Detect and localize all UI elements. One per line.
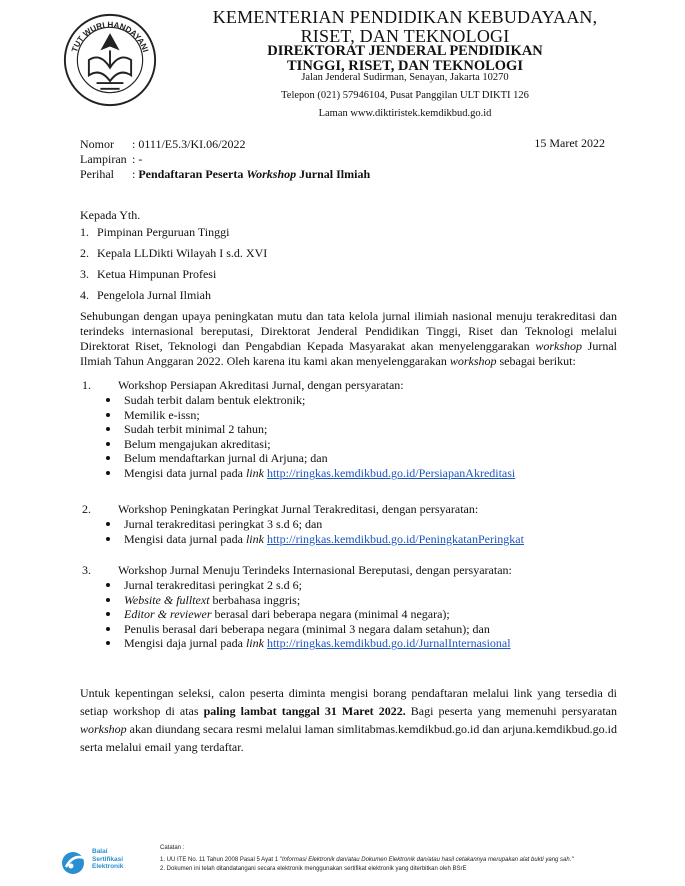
recipients-heading: Kepada Yth. (80, 208, 141, 222)
list-item: Sudah terbit dalam bentuk elektronik; (80, 393, 620, 408)
recipients (80, 208, 267, 303)
list-item: Jurnal terakreditasi peringkat 2 s.d 6; (80, 578, 620, 593)
list-item: Belum mengajukan akreditasi; (80, 437, 620, 452)
bsre-text-2: Sertifikasi (92, 855, 124, 863)
footer-notes (160, 844, 670, 874)
perihal-colon: : (132, 167, 139, 181)
perihal-text-a: Pendaftaran Peserta (138, 167, 247, 181)
website: Laman www.diktiristek.kemdikbud.go.id (318, 108, 492, 119)
footer-catatan: Catatan : (160, 845, 185, 851)
list-item: Mengisi daja jurnal pada link http://ringkas.kemdikbud.go.id/JurnalInternasional (80, 636, 620, 651)
list-item: Penulis berasal dari beberapa negara (minimal 3 negara dalam setahun); dan (80, 622, 620, 637)
nomor-value: : 0111/E5.3/KI.06/2022 (132, 137, 246, 151)
link-jurnal-internasional[interactable]: http://ringkas.kemdikbud.go.id/JurnalInternasional (266, 636, 511, 651)
directorate-line-1: DIREKTORAT JENDERAL PENDIDIKAN (267, 43, 543, 59)
section-3-title: Workshop Jurnal Menuju Terindeks Internasional Bereputasi, dengan persyaratan: (118, 563, 512, 577)
ministry-title (170, 8, 640, 46)
lampiran-label: Lampiran (80, 152, 127, 166)
list-item: Mengisi data jurnal pada link http://ringkas.kemdikbud.go.id/PeningkatanPeringkat (80, 532, 620, 547)
list-item: Website & fulltext berbahasa inggris; (80, 593, 620, 608)
ministry-line-2: RISET, DAN TEKNOLOGI (300, 26, 510, 46)
list-item: Editor & reviewer berasal dari beberapa negara (minimal 4 negara); (80, 607, 620, 622)
recipient-item: 4. Pengelola Jurnal Ilmiah (80, 288, 211, 302)
recipient-item: 1. Pimpinan Perguruan Tinggi (80, 225, 230, 239)
recipient-item: 3. Ketua Himpunan Profesi (80, 267, 217, 281)
bsre-icon (60, 848, 90, 878)
section-2-title: Workshop Peningkatan Peringkat Jurnal Terakreditasi, dengan persyaratan: (118, 502, 479, 516)
bsre-logo (60, 846, 150, 876)
bsre-text-1: Balai (92, 848, 108, 855)
meta-block (80, 137, 370, 182)
list-item: Mengisi data jurnal pada link http://ringkas.kemdikbud.go.id/PersiapanAkreditasi (80, 466, 620, 481)
svg-text:TUT WURI HANDAYANI: TUT WURI HANDAYANI (70, 20, 151, 54)
footer-note-2: 2. Dokumen ini telah ditandatangani secara elektronik menggunakan sertifikat elektronik yang diterbitkan oleh BSrE (160, 866, 467, 872)
list-item: Jurnal terakreditasi peringkat 3 s.d 6; dan (80, 517, 620, 532)
link-peningkatan-peringkat[interactable]: http://ringkas.kemdikbud.go.id/PeningkatanPeringkat (266, 531, 524, 546)
tut-wuri-handayani-logo (62, 12, 158, 108)
perihal-text-b: Workshop (246, 167, 297, 181)
perihal-text-c: Jurnal Ilmiah (296, 167, 371, 181)
directorate-line-2: TINGGI, RISET, DAN TEKNOLOGI (287, 58, 523, 74)
perihal-label: Perihal (80, 167, 114, 181)
list-item: Belum mendaftarkan jurnal di Arjuna; dan (80, 451, 620, 466)
list-item: Sudah terbit minimal 2 tahun; (80, 422, 620, 437)
section-1: 1. Workshop Persiapan Akreditasi Jurnal, dengan persyaratan: Sudah terbit dalam bentuk elektronik; Memilik e-issn; Sudah terbit minimal 2 tahun; Belum mengajukan akreditasi; Belum mendaftarkan jurnal di Arjuna; dan Mengisi data jurnal pada link http://ringkas.kemdikbud.go.id/PersiapanAkreditasi (80, 378, 620, 481)
lampiran-value: : - (132, 152, 143, 166)
recipient-item: 2. Kepala LLDikti Wilayah I s.d. XVI (80, 246, 268, 260)
address: Jalan Jenderal Sudirman, Senayan, Jakarta 10270 (301, 72, 509, 83)
section-1-title: Workshop Persiapan Akreditasi Jurnal, dengan persyaratan: (118, 378, 404, 392)
bsre-text-3: Elektronik (92, 863, 124, 870)
intro-paragraph: Sehubungan dengan upaya peningkatan mutu dan tata kelola jurnal ilimiah nasional menuju terakreditasi dan terindeks internasional bereputasi, Direktorat Jenderal Pendidikan Tinggi, Riset dan Teknologi melalui Direktorat Riset, Teknologi dan Pengabdian Kepada Masyarakat akan menyelenggarakan workshop Jurnal Ilmiah Tahun Anggaran 2022. Oleh karena itu kami akan menyelenggarakan workshop sebagai berikut: (80, 309, 617, 368)
nomor-label: Nomor (80, 137, 114, 151)
section-2: 2. Workshop Peningkatan Peringkat Jurnal Terakreditasi, dengan persyaratan: Jurnal terakreditasi peringkat 3 s.d 6; dan Mengisi data jurnal pada link http://ringkas.kemdikbud.go.id/PeningkatanPeringkat (80, 502, 620, 546)
directorate-title (170, 44, 640, 74)
section-3: 3. Workshop Jurnal Menuju Terindeks Internasional Bereputasi, dengan persyaratan: Jurnal terakreditasi peringkat 2 s.d 6; Website & fulltext berbahasa inggris; Editor & reviewer berasal dari beberapa negara (minimal 4 negara); Penulis berasal dari beberapa negara (minimal 3 negara dalam setahun); dan Mengisi daja jurnal pada link http://ringkas.kemdikbud.go.id/JurnalInternasional (80, 563, 620, 651)
closing-paragraph: Untuk kepentingan seleksi, calon peserta diminta mengisi borang pendaftaran melalui link yang tersedia di setiap workshop di atas paling lambat tanggal 31 Maret 2022. Bagi peserta yang memenuhi persyaratan workshop akan diundang secara resmi melalui laman simlitabmas.kemdikbud.go.id dan arjuna.kemdikbud.go.id serta melalui email yang terdaftar. (80, 686, 617, 754)
link-persiapan-akreditasi[interactable]: http://ringkas.kemdikbud.go.id/PersiapanAkreditasi (266, 465, 516, 480)
ministry-line-1: KEMENTERIAN PENDIDIKAN KEBUDAYAAN, (212, 7, 598, 27)
contact-block (170, 71, 640, 121)
phone: Telepon (021) 57946104, Pusat Panggilan ULT DIKTI 126 (281, 90, 529, 101)
letter-date: 15 Maret 2022 (534, 136, 605, 150)
list-item: Memilik e-issn; (80, 408, 620, 423)
footer-note-1: 1. UU ITE No. 11 Tahun 2008 Pasal 5 Ayat 1 "Informasi Elektronik dan/atau Dokumen Elektronik dan/atau hasil cetakannya merupakan alat bukti yang sah." (160, 857, 574, 863)
